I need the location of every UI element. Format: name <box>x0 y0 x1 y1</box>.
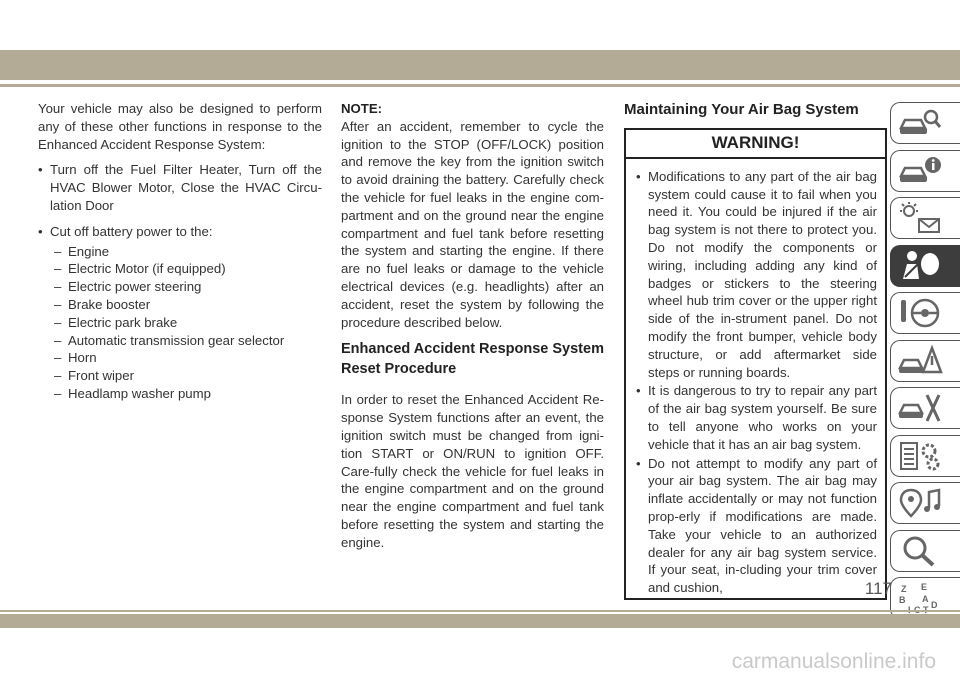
note-text: After an accident, remember to cycle the ignition to the STOP (OFF/LOCK) position and remove the key from the ignition switch to avoid draining the battery. Carefully check the vehicle for fuel leaks in the engine com-partment and on the ground near the engine compartment and fuel tank before resetting the system and starting the engine. If there are no fuel leaks or damage to the vehicle electrical devices (e.g. headlights) after an accident, reset the system by following the procedure described below. <box>341 118 604 330</box>
specifications-gears-icon <box>897 439 943 473</box>
list-item: – Electric power steering <box>54 278 322 296</box>
list-item: – Electric Motor (if equipped) <box>54 260 322 278</box>
tab-getting-to-know[interactable] <box>890 102 960 144</box>
column-left <box>38 100 322 403</box>
chapter-tabs <box>890 102 960 625</box>
page-number: 117 <box>864 579 892 598</box>
footer-band <box>0 614 960 628</box>
list-item: – Front wiper <box>54 367 322 385</box>
section-heading-airbag: Maintaining Your Air Bag System <box>624 101 859 118</box>
list-item: – Engine <box>54 243 322 261</box>
warning-box <box>624 128 887 600</box>
svg-text:D: D <box>931 600 938 610</box>
header-rule <box>0 84 960 87</box>
tab-specifications[interactable] <box>890 435 960 477</box>
warning-title: WARNING! <box>626 130 885 159</box>
list-item: – Horn <box>54 349 322 367</box>
list-item: – Headlamp washer pump <box>54 385 322 403</box>
warning-item: • Modifications to any part of the air bag system could cause it to fail when you need it. You could be injured if the air bag system is not there to protect you. Do not modify the components or wiring, including adding any kind of badges or stickers to the steering wheel hub trim cover or the upper right side of the in-strument panel. Do not modify the front bumper, vehicle body structure, or add aftermarket side steps or running boards. <box>636 168 877 382</box>
car-tools-icon <box>897 391 943 425</box>
warning-item: • It is dangerous to try to repair any part of the air bag system yourself. Be sure to tell anyone who works on your vehicle that it has an air bag system. <box>636 382 877 453</box>
tab-dashboard[interactable] <box>890 197 960 239</box>
warning-body <box>626 159 885 597</box>
search-magnifier-icon <box>897 534 943 568</box>
intro-paragraph: Your vehicle may also be designed to perform any of these other functions in response to the Enhanced Accident Response System: <box>38 101 322 152</box>
tab-customer-assistance[interactable] <box>890 530 960 572</box>
header-band <box>0 50 960 80</box>
svg-text:E: E <box>921 582 928 592</box>
footer-rule <box>0 610 960 612</box>
dashboard-warning-lights-icon <box>897 201 943 235</box>
multimedia-music-icon <box>897 486 943 520</box>
car-info-icon <box>897 154 943 188</box>
column-middle <box>341 100 604 560</box>
svg-text:B: B <box>899 595 906 605</box>
tab-starting[interactable] <box>890 292 960 334</box>
tab-index[interactable] <box>890 577 960 619</box>
tab-multimedia[interactable] <box>890 482 960 524</box>
tab-controls[interactable] <box>890 150 960 192</box>
bullet-fuel-filter: • Turn off the Fuel Filter Heater, Turn off the HVAC Blower Motor, Close the HVAC Circu-lation Door <box>38 161 322 214</box>
svg-text:A: A <box>922 594 929 604</box>
tab-emergencies[interactable] <box>890 340 960 382</box>
reset-procedure-text: In order to reset the Enhanced Accident Re-sponse System functions after an event, the ignition switch must be changed from igni-tion START or ON/RUN to ignition OFF. Care-fully check the vehicle for fuel leaks in the engine compartment and on the ground near the engine compartment and fuel tank before resetting the system and starting the engine. <box>341 392 604 550</box>
warning-item: • Do not attempt to modify any part of your air bag system. The air bag may inflate accidentally or may not function prop-erly if modifications are made. Take your vehicle to an authorized dealer for any air bag system service. If your seat, in-cluding your trim cover and cushion, <box>636 455 877 597</box>
tab-safety[interactable] <box>890 245 960 287</box>
safety-airbag-icon <box>897 249 943 283</box>
list-item: – Brake booster <box>54 296 322 314</box>
column-right <box>624 100 887 600</box>
car-magnifier-icon <box>897 106 943 140</box>
list-item: – Automatic transmission gear selector <box>54 332 322 350</box>
steering-wheel-key-icon <box>897 296 943 330</box>
list-item: – Electric park brake <box>54 314 322 332</box>
watermark: carmanualsonline.info <box>731 650 936 673</box>
note-label: NOTE: <box>341 101 383 116</box>
tab-servicing[interactable] <box>890 387 960 429</box>
bullet-battery-cutoff: • Cut off battery power to the: <box>38 223 322 241</box>
section-heading-reset: Enhanced Accident Response System Reset Procedure <box>341 341 604 378</box>
svg-text:Z: Z <box>901 584 907 594</box>
car-hazard-triangle-icon <box>897 344 943 378</box>
battery-cutoff-list <box>38 243 322 403</box>
